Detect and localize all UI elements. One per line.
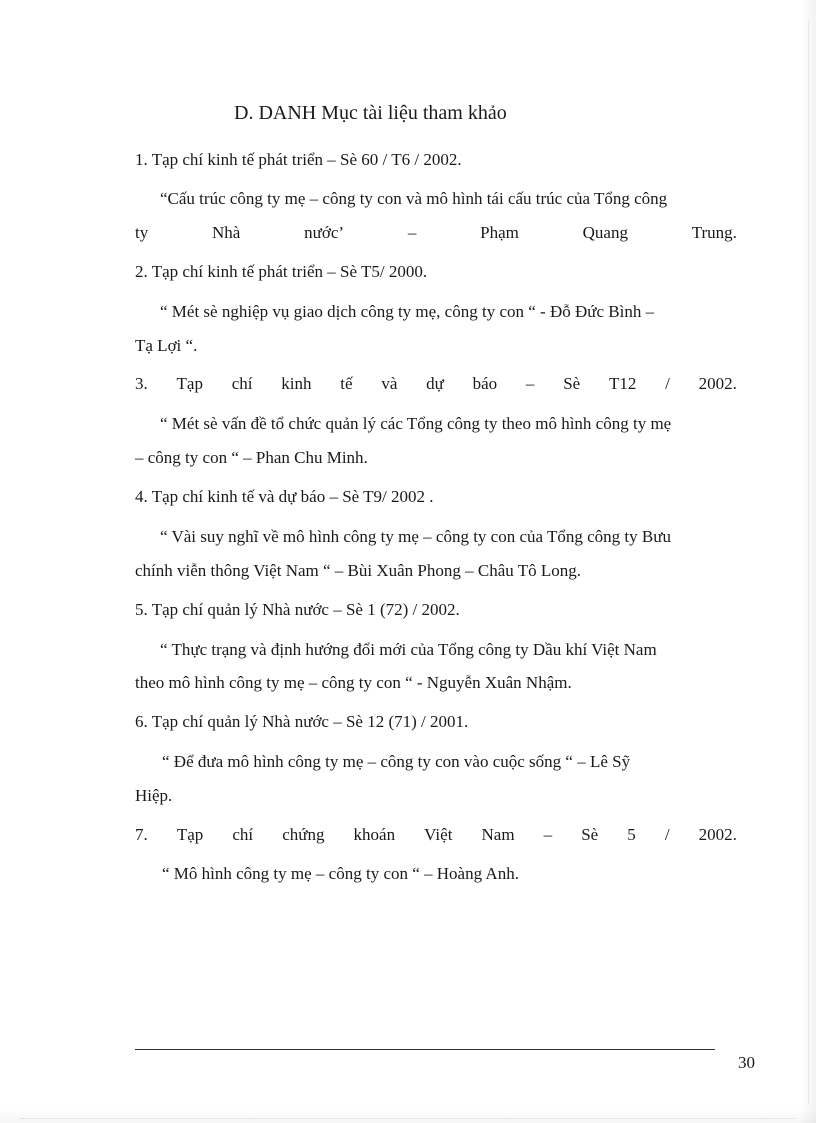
word: chứng (282, 825, 325, 844)
word: Sè (581, 825, 599, 844)
page-shadow-bottom (0, 1109, 816, 1123)
word: Phạm (480, 223, 519, 242)
page-edge-right (808, 20, 809, 1103)
word: nước’ (304, 223, 345, 242)
word: tế (340, 374, 353, 393)
word: Tạp (176, 825, 204, 844)
reference-4-description: “ Vài suy nghĩ về mô hình công ty mẹ – công ty con của Tổng công ty Bưu (160, 527, 671, 546)
word: dự (426, 374, 444, 393)
word: và (381, 374, 398, 393)
word: / (664, 825, 670, 844)
word: khoán (353, 825, 396, 844)
reference-6-source: 6. Tạp chí quản lý Nhà nước – Sè 12 (71) / 2001. (135, 712, 469, 731)
reference-3-description: “ Mét sè vấn đề tổ chức quản lý các Tổng công ty theo mô hình công ty mẹ (160, 414, 672, 433)
word: – (407, 223, 417, 242)
reference-2-description-continued: Tạ Lợi “. (135, 336, 198, 355)
word: – (525, 374, 535, 393)
page-edge-bottom (20, 1118, 796, 1119)
reference-6-description-continued: Hiệp. (135, 786, 173, 805)
reference-7-description: “ Mô hình công ty mẹ – công ty con “ – Hoàng Anh. (162, 864, 519, 883)
word: kinh (281, 374, 312, 393)
reference-4-source: 4. Tạp chí kinh tế và dự báo – Sè T9/ 2002 . (135, 487, 434, 506)
reference-1-description-continued (135, 223, 737, 243)
footer-rule (135, 1049, 715, 1050)
word: T12 (608, 374, 637, 393)
word: – (543, 825, 553, 844)
reference-6-description: “ Để đưa mô hình công ty mẹ – công ty con vào cuộc sống “ – Lê Sỹ (162, 752, 631, 771)
word: Trung. (691, 223, 737, 242)
word: chí (231, 374, 253, 393)
word: Tạp (176, 374, 203, 393)
word: 5 (627, 825, 636, 844)
reference-3-source (135, 374, 737, 394)
word: Quang (582, 223, 628, 242)
reference-7-source (135, 825, 737, 845)
word: 2002. (698, 374, 737, 393)
reference-5-description-continued: theo mô hình công ty mẹ – công ty con “ - Nguyễn Xuân Nhậm. (135, 673, 572, 692)
word: 2002. (698, 825, 737, 844)
section-heading: D. DANH Mục tài liệu tham khảo (234, 102, 507, 124)
reference-4-description-continued: chính viễn thông Việt Nam “ – Bùi Xuân Phong – Châu Tô Long. (135, 561, 581, 580)
reference-1-source: 1. Tạp chí kinh tế phát triển – Sè 60 / T6 / 2002. (135, 150, 462, 169)
word: Nhà (212, 223, 241, 242)
word: Việt (424, 825, 453, 844)
word: 7. (135, 825, 148, 844)
reference-5-source: 5. Tạp chí quản lý Nhà nước – Sè 1 (72) / 2002. (135, 600, 460, 619)
reference-2-description: “ Mét sè nghiệp vụ giao dịch công ty mẹ, công ty con “ - Đỗ Đức Bình – (160, 302, 655, 321)
word: ty (135, 223, 149, 242)
word: báo (472, 374, 498, 393)
reference-2-source: 2. Tạp chí kinh tế phát triển – Sè T5/ 2000. (135, 262, 428, 281)
word: Nam (481, 825, 515, 844)
reference-5-description: “ Thực trạng và định hướng đổi mới của Tổng công ty Dầu khí Việt Nam (160, 640, 657, 659)
word: chí (232, 825, 254, 844)
reference-3-description-continued: – công ty con “ – Phan Chu Minh. (135, 448, 368, 467)
page-number: 30 (738, 1053, 755, 1072)
word: / (665, 374, 670, 393)
reference-1-description: “Cấu trúc công ty mẹ – công ty con và mô hình tái cấu trúc của Tổng công (160, 189, 668, 208)
word: 3. (135, 374, 148, 393)
word: Sè (563, 374, 581, 393)
